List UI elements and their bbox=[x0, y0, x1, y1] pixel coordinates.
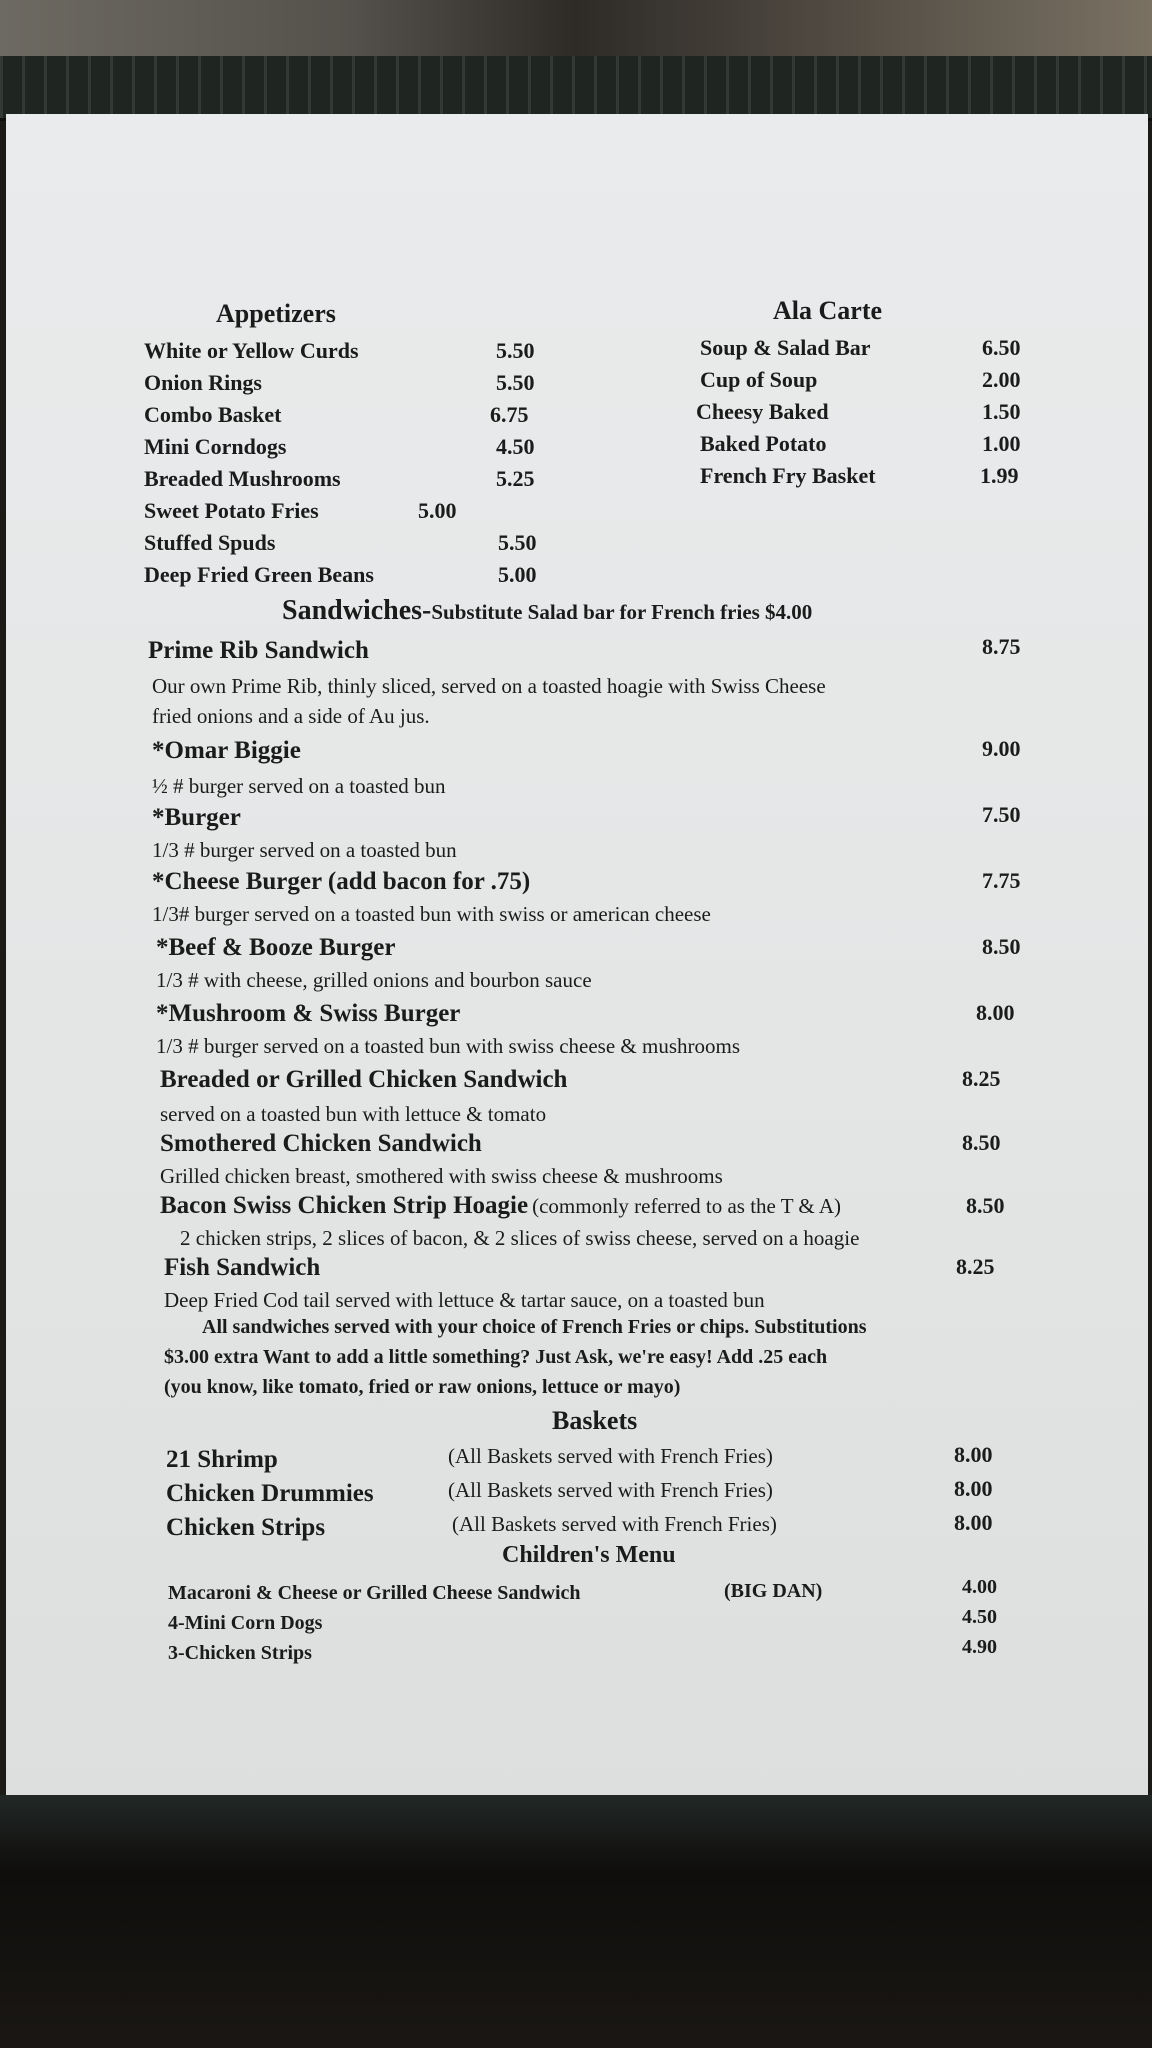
basket-name: 21 Shrimp bbox=[166, 1446, 278, 1473]
sandwich-name: Prime Rib Sandwich bbox=[148, 637, 369, 664]
sandwich-price: 8.00 bbox=[976, 1000, 1015, 1025]
baskets-heading: Baskets bbox=[552, 1406, 638, 1435]
ala-carte-price: 1.99 bbox=[980, 463, 1019, 488]
ala-carte-name: Soup & Salad Bar bbox=[700, 335, 871, 360]
basket-note: (All Baskets served with French Fries) bbox=[452, 1512, 777, 1536]
childrens-item-name: 4-Mini Corn Dogs bbox=[168, 1612, 323, 1634]
childrens-item-price: 4.50 bbox=[962, 1606, 997, 1628]
ala-carte-price: 2.00 bbox=[982, 367, 1021, 392]
basket-note: (All Baskets served with French Fries) bbox=[448, 1478, 773, 1502]
sandwich-description: 2 chicken strips, 2 slices of bacon, & 2 slices of swiss cheese, served on a hoagie bbox=[180, 1226, 860, 1250]
appetizer-price: 4.50 bbox=[496, 434, 535, 459]
sandwich-note-line: $3.00 extra Want to add a little something? Just Ask, we're easy! Add .25 each bbox=[164, 1346, 828, 1368]
appetizer-name: White or Yellow Curds bbox=[144, 338, 359, 363]
ala-carte-price: 1.00 bbox=[982, 431, 1021, 456]
sandwich-name: *Omar Biggie bbox=[152, 737, 301, 764]
childrens-item-price: 4.90 bbox=[962, 1636, 997, 1658]
ala-carte-name: French Fry Basket bbox=[700, 463, 876, 488]
appetizer-price: 5.25 bbox=[496, 466, 535, 491]
childrens-item-note: (BIG DAN) bbox=[724, 1580, 823, 1602]
sandwich-description: 1/3 # burger served on a toasted bun with swiss cheese & mushrooms bbox=[156, 1034, 741, 1058]
basket-note: (All Baskets served with French Fries) bbox=[448, 1444, 773, 1468]
sandwich-name: *Cheese Burger (add bacon for .75) bbox=[152, 868, 531, 895]
ala-carte-name: Cheesy Baked bbox=[696, 399, 829, 424]
sandwich-price: 8.25 bbox=[962, 1066, 1001, 1091]
sandwich-price: 8.50 bbox=[982, 934, 1021, 959]
sandwich-note-line: All sandwiches served with your choice of French Fries or chips. Substitutions bbox=[202, 1316, 867, 1338]
appetizer-name: Onion Rings bbox=[144, 370, 262, 395]
sandwich-description: Our own Prime Rib, thinly sliced, served on a toasted hoagie with Swiss Cheese bbox=[152, 674, 826, 698]
sandwich-name-line bbox=[160, 1192, 841, 1220]
sandwich-name: *Mushroom & Swiss Burger bbox=[156, 1000, 461, 1027]
sandwich-description: Deep Fried Cod tail served with lettuce & tartar sauce, on a toasted bun bbox=[164, 1288, 765, 1312]
ala-carte-name: Cup of Soup bbox=[700, 367, 818, 392]
basket-name: Chicken Strips bbox=[166, 1514, 326, 1541]
appetizer-price: 5.50 bbox=[496, 370, 535, 395]
childrens-item-name: Macaroni & Cheese or Grilled Cheese Sandwich bbox=[168, 1582, 581, 1604]
sandwich-description: 1/3 # with cheese, grilled onions and bourbon sauce bbox=[156, 968, 592, 992]
ala-carte-heading: Ala Carte bbox=[773, 296, 883, 325]
sandwiches-heading bbox=[282, 595, 812, 627]
sandwich-description: Grilled chicken breast, smothered with swiss cheese & mushrooms bbox=[160, 1164, 723, 1188]
basket-price: 8.00 bbox=[954, 1476, 993, 1501]
childrens-item-price: 4.00 bbox=[962, 1576, 997, 1598]
sandwich-description: fried onions and a side of Au jus. bbox=[152, 704, 430, 728]
menu-page bbox=[6, 114, 1148, 1800]
appetizer-price: 6.75 bbox=[490, 402, 529, 427]
appetizer-price: 5.50 bbox=[496, 338, 535, 363]
sandwich-description: served on a toasted bun with lettuce & tomato bbox=[160, 1102, 547, 1126]
sandwich-price: 7.75 bbox=[982, 868, 1021, 893]
sandwich-name: Breaded or Grilled Chicken Sandwich bbox=[160, 1066, 568, 1093]
childrens-menu-heading: Children's Menu bbox=[502, 1542, 676, 1568]
sandwich-name: *Beef & Booze Burger bbox=[156, 934, 396, 961]
sandwich-name: Bacon Swiss Chicken Strip Hoagie bbox=[160, 1192, 529, 1219]
sandwich-price: 8.75 bbox=[982, 634, 1021, 659]
appetizer-name: Deep Fried Green Beans bbox=[144, 562, 374, 587]
sandwich-name-note: (commonly referred to as the T & A) bbox=[532, 1194, 841, 1218]
sandwich-description: ½ # burger served on a toasted bun bbox=[152, 774, 446, 798]
appetizer-name: Stuffed Spuds bbox=[144, 530, 276, 555]
sandwich-name: *Burger bbox=[152, 804, 241, 831]
sandwich-name: Fish Sandwich bbox=[164, 1254, 321, 1281]
sandwich-price: 8.25 bbox=[956, 1254, 995, 1279]
childrens-item-name: 3-Chicken Strips bbox=[168, 1642, 312, 1664]
menu-binder-bottom bbox=[0, 1795, 1152, 2048]
appetizer-price: 5.00 bbox=[498, 562, 537, 587]
sandwich-description: 1/3 # burger served on a toasted bun bbox=[152, 838, 457, 862]
ala-carte-price: 1.50 bbox=[982, 399, 1021, 424]
appetizer-name: Breaded Mushrooms bbox=[144, 466, 341, 491]
basket-price: 8.00 bbox=[954, 1442, 993, 1467]
menu-binder-top bbox=[0, 56, 1152, 121]
basket-name: Chicken Drummies bbox=[166, 1480, 374, 1507]
sandwich-price: 9.00 bbox=[982, 736, 1021, 761]
sandwich-description: 1/3# burger served on a toasted bun with swiss or american cheese bbox=[152, 902, 711, 926]
ala-carte-name: Baked Potato bbox=[700, 431, 827, 456]
appetizer-price: 5.50 bbox=[498, 530, 537, 555]
basket-price: 8.00 bbox=[954, 1510, 993, 1535]
sandwich-name: Smothered Chicken Sandwich bbox=[160, 1130, 482, 1157]
ala-carte-price: 6.50 bbox=[982, 335, 1021, 360]
appetizers-heading: Appetizers bbox=[216, 299, 336, 328]
sandwiches-subtitle: Substitute Salad bar for French fries $4.00 bbox=[431, 600, 813, 624]
appetizer-name: Combo Basket bbox=[144, 402, 282, 427]
appetizer-price: 5.00 bbox=[418, 498, 457, 523]
sandwich-price: 7.50 bbox=[982, 802, 1021, 827]
sandwiches-title: Sandwiches- bbox=[282, 595, 432, 626]
sandwich-note-line: (you know, like tomato, fried or raw onions, lettuce or mayo) bbox=[164, 1376, 681, 1398]
appetizer-name: Sweet Potato Fries bbox=[144, 498, 319, 523]
sandwich-price: 8.50 bbox=[966, 1193, 1005, 1218]
sandwich-price: 8.50 bbox=[962, 1130, 1001, 1155]
appetizer-name: Mini Corndogs bbox=[144, 434, 287, 459]
